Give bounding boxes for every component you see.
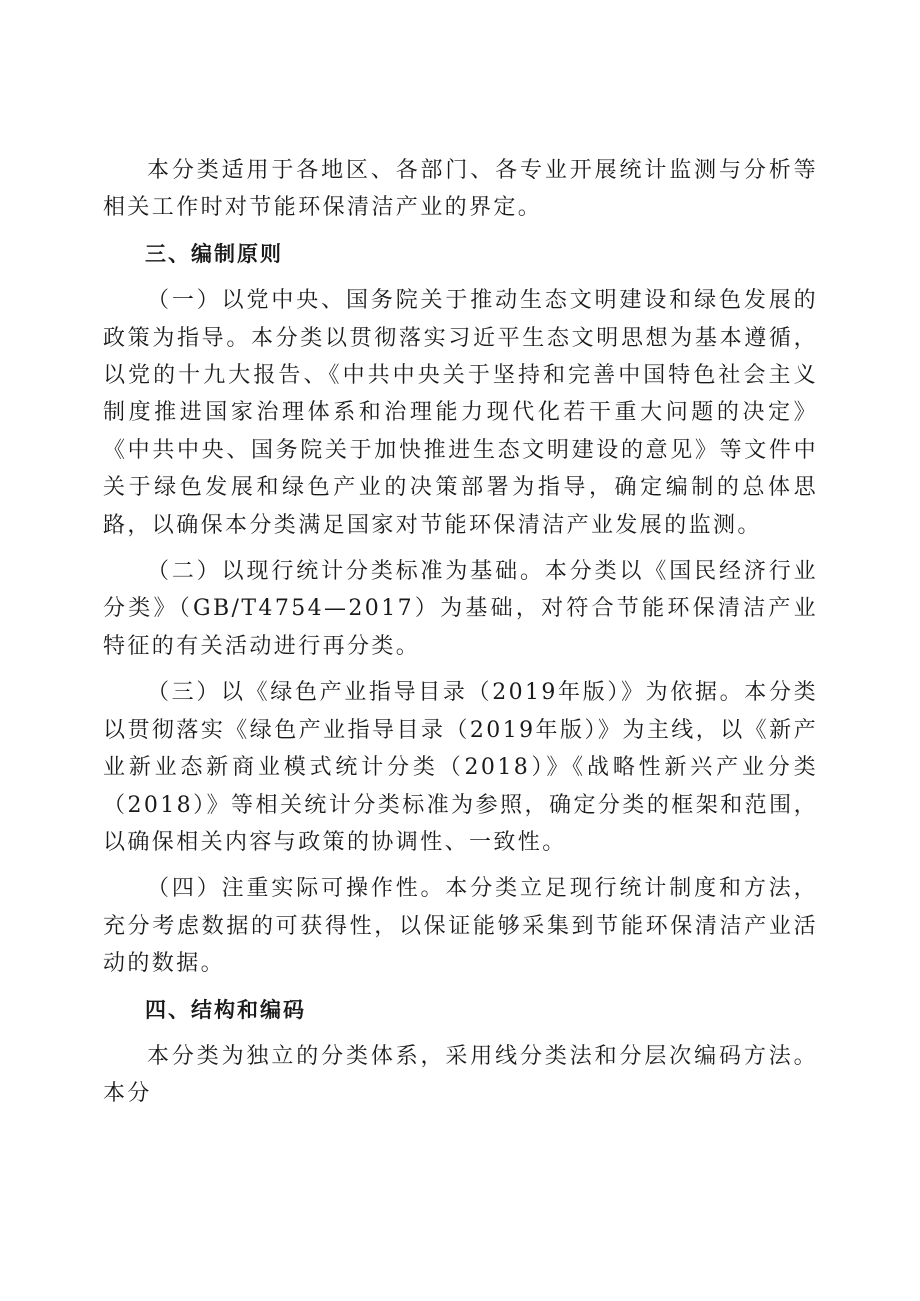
structure-paragraph-1: 本分类为独立的分类体系，采用线分类法和分层次编码方法。本分	[103, 1043, 818, 1107]
principle-paragraph-4: （四）注重实际可操作性。本分类立足现行统计制度和方法，充分考虑数据的可获得性，以保证能够采集到节能环保清洁产业活动的数据。	[103, 876, 818, 977]
principle-paragraph-3: （三）以《绿色产业指导目录（2019年版）》为依据。本分类以贯彻落实《绿色产业指导目录（2019年版）》为主线，以《新产业新业态新商业模式统计分类（2018）》《战略性新兴产业分类（2018）》等相关统计分类标准为参照，确定分类的框架和范围，以确保相关内容与政策的协调性、一致性。	[103, 680, 818, 855]
section-three-heading: 三、编制原则	[145, 241, 283, 266]
document-body	[103, 152, 818, 1113]
principle-paragraph-1: （一）以党中央、国务院关于推动生态文明建设和绿色发展的政策为指导。本分类以贯彻落实习近平生态文明思想为基本遵循，以党的十九大报告、《中共中央关于坚持和完善中国特色社会主义制度推进国家治理体系和治理能力现代化若干重大问题的决定》《中共中央、国务院关于加快推进生态文明建设的意见》等文件中关于绿色发展和绿色产业的决策部署为指导，确定编制的总体思路，以确保本分类满足国家对节能环保清洁产业发展的监测。	[103, 288, 818, 538]
section-four-heading: 四、结构和编码	[145, 997, 306, 1022]
principle-paragraph-2: （二）以现行统计分类标准为基础。本分类以《国民经济行业分类》（GB/T4754—2017）为基础，对符合节能环保清洁产业特征的有关活动进行再分类。	[103, 559, 818, 659]
scope-paragraph: 本分类适用于各地区、各部门、各专业开展统计监测与分析等相关工作时对节能环保清洁产业的界定。	[103, 158, 818, 221]
